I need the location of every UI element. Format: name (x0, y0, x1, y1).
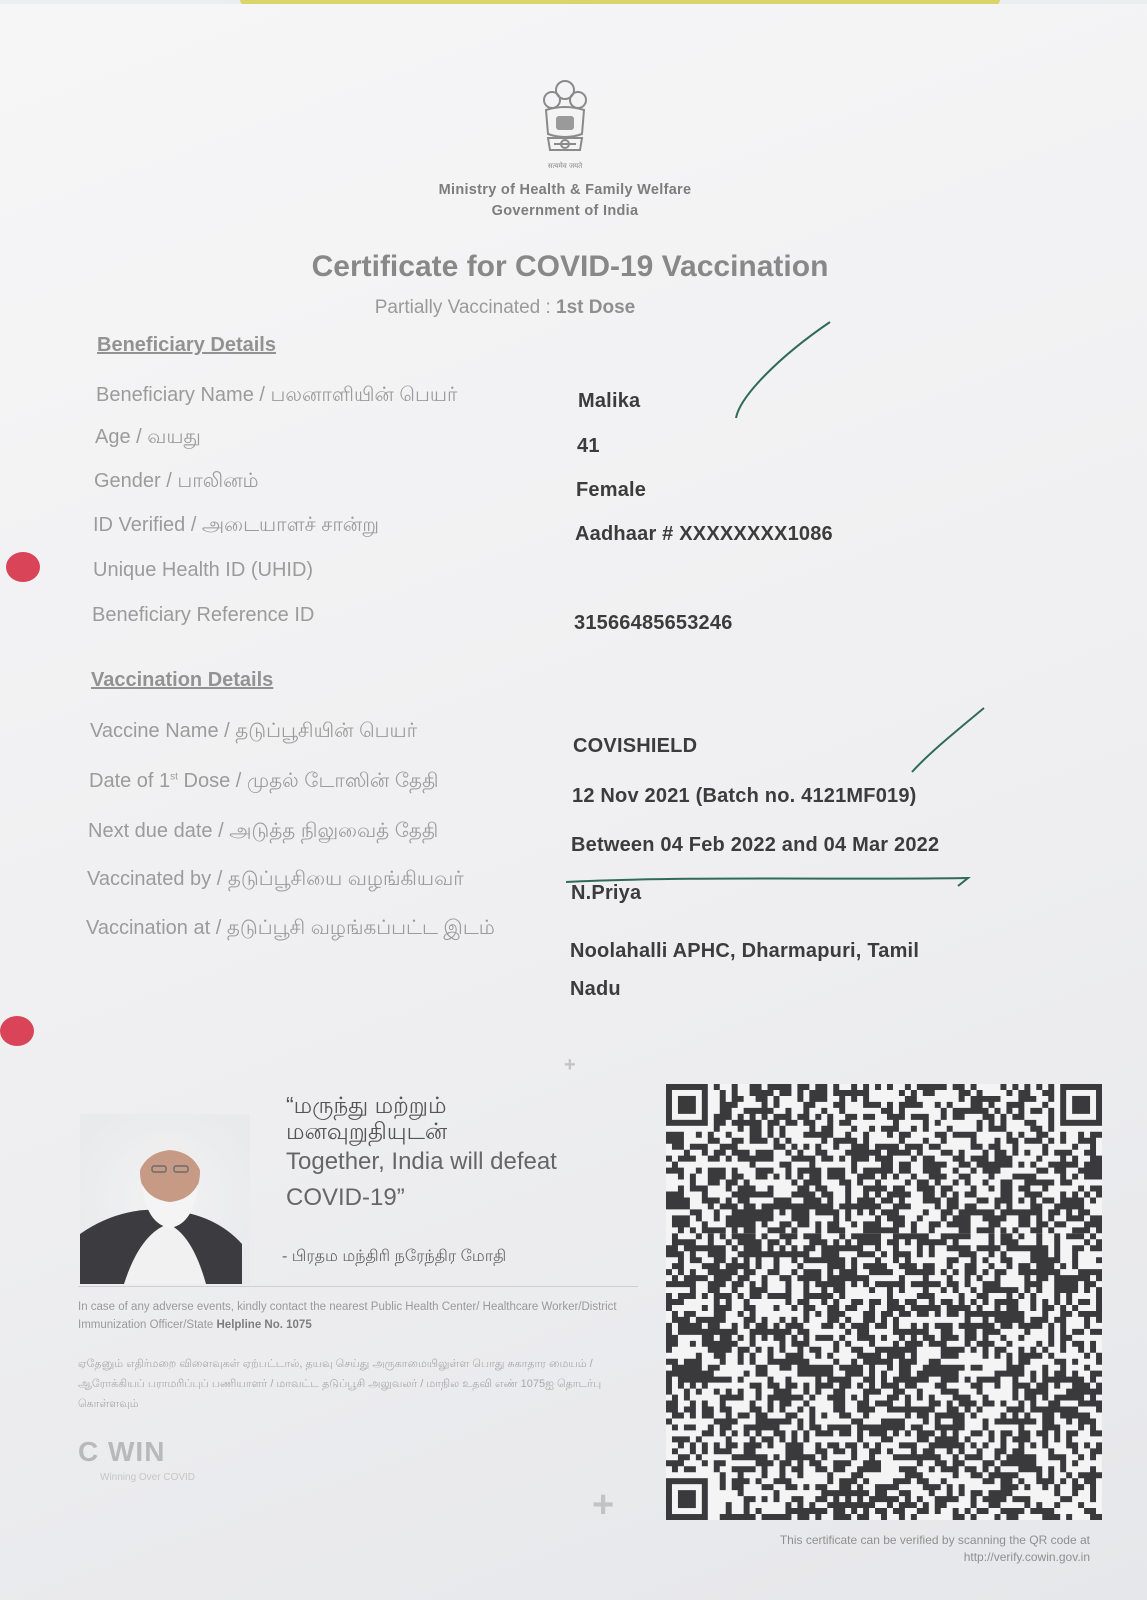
uhid-label: Unique Health ID (UHID) (93, 559, 314, 581)
advisory-helpline: Helpline No. 1075 (216, 1319, 312, 1331)
vaccination-status (330, 297, 680, 319)
pen-tick-mark-lower (900, 700, 990, 780)
punch-hole-lower (0, 1016, 34, 1046)
beneficiary-details-heading: Beneficiary Details (97, 334, 276, 356)
vaccinated-by-value: N.Priya (571, 882, 642, 904)
gender-label: Gender / பாலினம் (94, 470, 259, 492)
verification-url: http://verify.cowin.gov.in (963, 1550, 1090, 1564)
advisory-english (78, 1298, 638, 1334)
pen-tick-mark-upper (720, 316, 840, 426)
advisory-tamil: ஏதேனும் எதிர்மறை விளைவுகள் ஏற்பட்டால், தயவு செய்து அருகாமையிலுள்ள பொது சுகாதார மையம் / ஆரோக்கியப் பராமரிப்புப் பணியாளர் / மாவட்ட தடுப்பூசி அலுவலர் / மாநில உதவி எண் 1075ஐ தொடர்பு கொள்ளவும் (78, 1358, 602, 1410)
status-dose: 1st Dose (556, 297, 636, 318)
gender-value: Female (576, 479, 647, 501)
dose-date-value: 12 Nov 2021 (Batch no. 4121MF019) (572, 785, 917, 807)
id-verified-label: ID Verified / அடையாளச் சான்று (93, 514, 379, 536)
advisory-english-text: In case of any adverse events, kindly contact the nearest Public Health Center/ Healthcare Worker/District Immunization Officer/State (78, 1301, 617, 1331)
certificate-page (0, 4, 1147, 1600)
id-verified-value: Aadhaar # XXXXXXXX1086 (575, 523, 833, 545)
pen-underline (562, 868, 982, 894)
verification-qr-code (666, 1084, 1102, 1520)
age-value: 41 (577, 435, 600, 457)
national-emblem-icon (534, 76, 596, 176)
section-divider (78, 1286, 638, 1287)
vaccine-name-label: Vaccine Name / தடுப்பூசியின் பெயர் (90, 720, 418, 742)
cowin-tagline: Winning Over COVID (100, 1472, 196, 1483)
quote-english-line2: COVID-19” (286, 1184, 405, 1211)
plus-mark-upper: + (564, 1054, 576, 1076)
quote-tamil-line1: “மருந்து மற்றும் (286, 1092, 447, 1118)
vaccinated-at-value-line1: Noolahalli APHC, Dharmapuri, Tamil (570, 940, 920, 962)
dose-label-post: Dose / முதல் டோஸின் தேதி (177, 770, 439, 792)
cowin-logo: C WIN (78, 1436, 166, 1467)
quote-tamil-line2: மனவுறுதியுடன் (286, 1118, 448, 1144)
ministry-heading (390, 180, 740, 222)
vaccinated-at-value-line2: Nadu (570, 978, 621, 1000)
beneficiary-name-value: Malika (578, 390, 641, 412)
dose-label-sup: st (170, 771, 178, 783)
plus-mark-lower: + (592, 1484, 615, 1526)
reference-id-label: Beneficiary Reference ID (92, 604, 315, 626)
verification-note (690, 1532, 1090, 1566)
vaccination-details-heading: Vaccination Details (91, 669, 274, 691)
emblem-caption: सत्यमेव जयते (547, 162, 583, 170)
status-prefix: Partially Vaccinated : (374, 297, 551, 318)
quote-english-line1: Together, India will defeat (286, 1148, 557, 1175)
punch-hole-upper (6, 552, 40, 582)
vaccinated-at-label: Vaccination at / தடுப்பூசி வழங்கப்பட்ட இடம் (86, 917, 495, 939)
government-name: Government of India (491, 203, 639, 219)
next-due-value: Between 04 Feb 2022 and 04 Mar 2022 (571, 834, 940, 856)
quote-block (286, 1092, 616, 1216)
vaccine-name-value: COVISHIELD (573, 735, 698, 757)
ministry-name: Ministry of Health & Family Welfare (438, 182, 692, 198)
vaccinated-by-label: Vaccinated by / தடுப்பூசியை வழங்கியவர் (87, 868, 464, 890)
beneficiary-name-label: Beneficiary Name / பலனாளியின் பெயர் (96, 384, 458, 406)
age-label: Age / வயது (95, 426, 201, 448)
portrait-image (80, 1114, 250, 1284)
certificate-title: Certificate for COVID-19 Vaccination (311, 250, 829, 283)
quote-attribution: - பிரதம மந்திரி நரேந்திர மோதி (282, 1248, 507, 1265)
verification-line1: This certificate can be verified by scanning the QR code at (779, 1533, 1090, 1547)
dose-date-label (89, 770, 438, 795)
dose-label-pre: Date of 1 (89, 770, 171, 792)
next-due-label: Next due date / அடுத்த நிலுவைத் தேதி (88, 820, 439, 842)
reference-id-value: 31566485653246 (574, 612, 733, 634)
